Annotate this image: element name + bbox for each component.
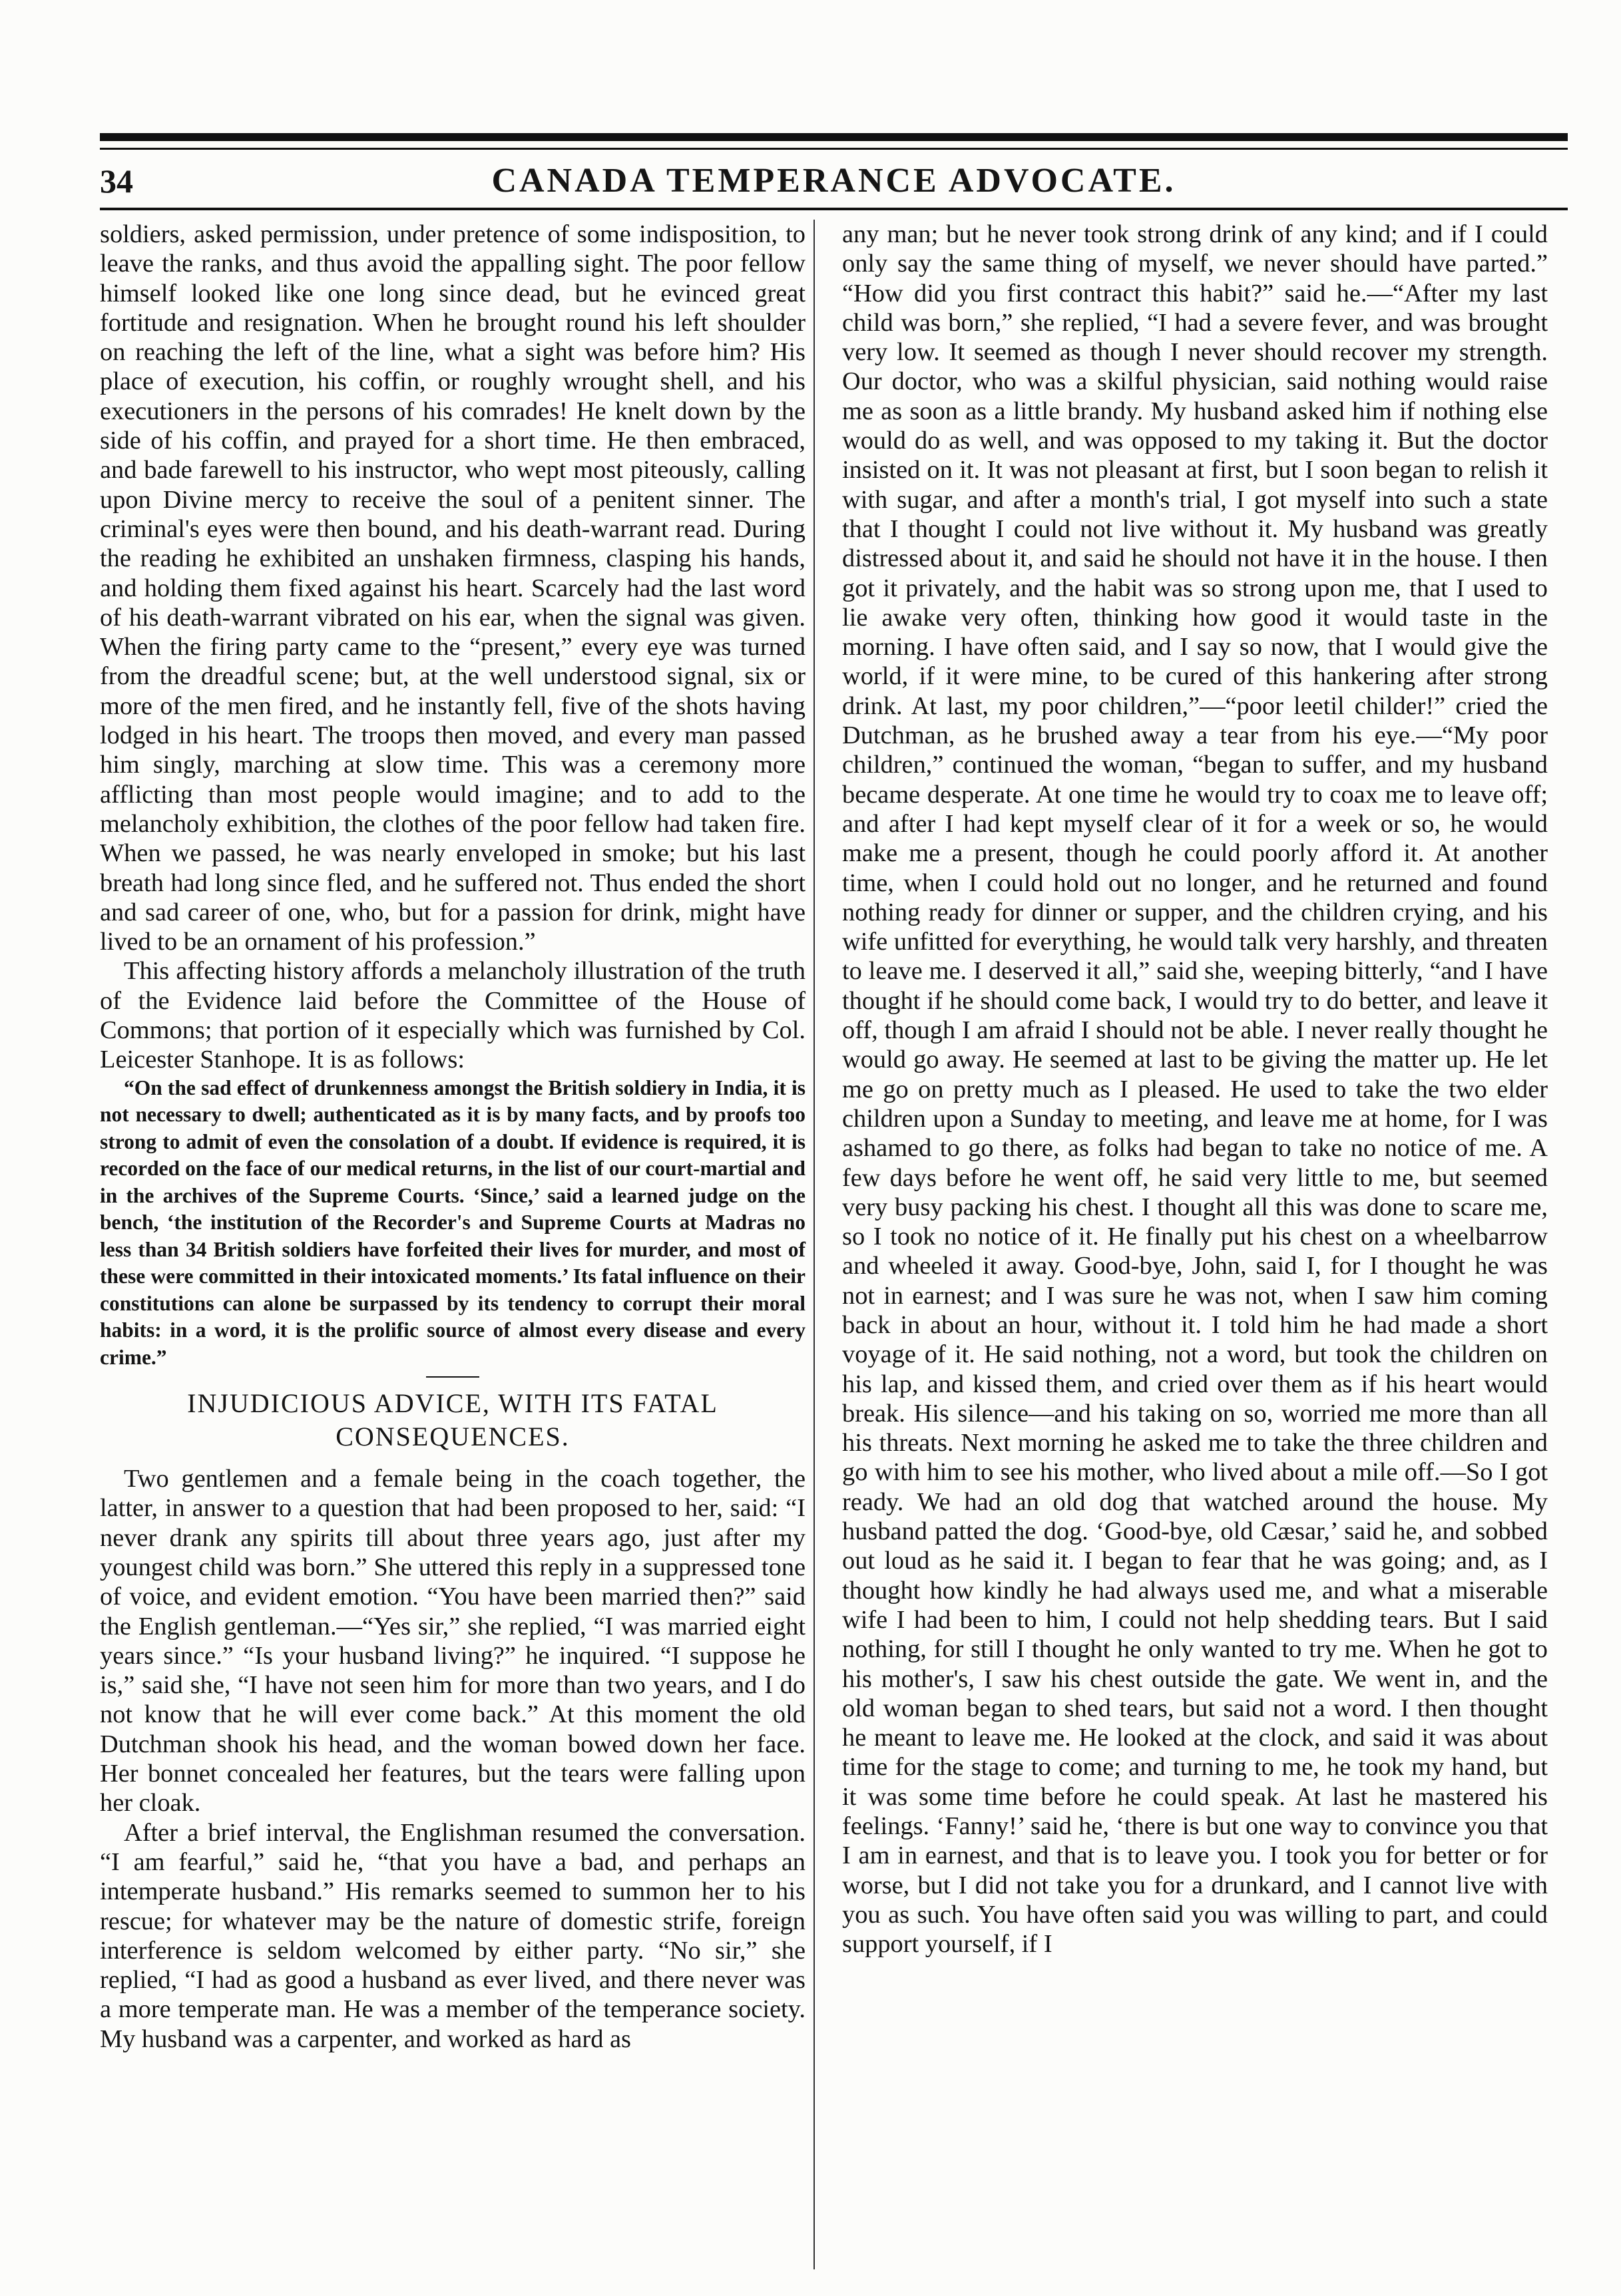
article-heading-line: INJUDICIOUS ADVICE, WITH ITS FATAL (187, 1388, 718, 1419)
running-title: CANADA TEMPERANCE ADVOCATE. (491, 162, 1176, 200)
page-header (100, 160, 1568, 206)
header-top-rule-thin (100, 148, 1568, 150)
article-paragraph: This affecting history affords a melancholy illustration of the truth of the Evidence laid before the Committee of the House of Commons; that portion of it especially which was furnished by Col. Leicester Stanhope. It is as follows: (100, 957, 806, 1074)
left-column (100, 220, 806, 2054)
article-paragraph: any man; but he never took strong drink of any kind; and if I could only say the same thing of myself, we never should have parted.” “How did you first contract this habit?” said he.—“After my last child was born,” she replied, “I had a severe fever, and was brought very low. It seemed as though I never should recover my strength. Our doctor, who was a skilful physician, said nothing would raise me as soon as a little brandy. My husband asked him if nothing else would do as well, and was opposed to my taking it. But the doctor insisted on it. It was not pleasant at first, but I soon began to relish it with sugar, and after a month's trial, I got myself into such a state that I thought I could not live without it. My husband was greatly distressed about it, and said he should not have it in the house. I then got it privately, and the habit was so strong upon me, that I used to lie awake very often, thinking how good it would taste in the morning. I have often said, and I say so now, that I would give the world, if it were mine, to be cured of this hankering after strong drink. At last, my poor children,”—“poor leetil childer!” cried the Dutchman, as he brushed away a tear from his eye.—“My poor children,” continued the woman, “began to suffer, and my husband became desperate. At one time he would try to coax me to leave off; and after I had kept myself clear of it for a week or so, he would make me a present, though he could poorly afford it. At another time, when I could hold out no longer, and he returned and found nothing ready for dinner or supper, and the children crying, and his wife unfitted for everything, he would talk very harshly, and threaten to leave me. I deserved it all,” said she, weeping bitterly, “and I have thought if he should come back, I would try to do better, and leave it off, though I am afraid I should not be able. I never really thought he would go away. He seemed at last to be giving the matter up. He let me go on pretty much as I pleased. He used to take the two elder children upon a Sunday to meeting, and leave me at home, for I was ashamed to go there, as folks had began to take no notice of me. A few days before he went off, he said very little to me, but seemed very busy packing his chest. I thought all this was done to scare me, so I took no notice of it. He finally put his chest on a wheelbarrow and wheeled it away. Good-bye, John, said I, for I thought he was not in earnest; and I was sure he was not, when I saw him coming back in about an hour, without it. I told him he had made a short voyage of it. He said nothing, not a word, but took the children on his lap, and kissed them, and cried over them as if his heart would break. His silence—and his taking on so, worried me more than all his threats. Next morning he asked me to take the three children and go with him to see his mother, who lived about a mile off.—So I got ready. We had an old dog that watched around the house. My husband patted the dog. ‘Good-bye, old Cæsar,’ said he, and sobbed out loud as he said it. I began to fear that he was going; and, as I thought how kindly he had always used me, and what a miserable wife I had been to him, I could not help shedding tears. But I said nothing, for still I thought he only wanted to try me. When he got to his mother's, I saw his chest outside the gate. We went in, and the old woman began to shed tears, but said not a word. I then thought he meant to leave me. He looked at the clock, and said it was about time for the stage to come; and turning to me, he took my hand, but it was some time before he could speak. At last he mastered his feelings. ‘Fanny!’ said he, ‘there is but one way to convince you that I am in earnest, and that is to leave you. I took you for better or for worse, but I did not take you for a drunkard, and I cannot live with you as such. You have often said you was willing to part, and could support yourself, if I (842, 220, 1548, 1959)
header-top-rule (100, 133, 1568, 141)
header-bottom-rule (100, 208, 1568, 210)
article-paragraph: soldiers, asked permission, under pretence of some indisposition, to leave the ranks, and thus avoid the appalling sight. The poor fellow himself looked like one long since dead, but he evinced great fortitude and resignation. When he brought round his left shoulder on reaching the left of the line, what a sight was before him? His place of execution, his coffin, or roughly wrought shell, and his executioners in the persons of his comrades! He knelt down by the side of his coffin, and prayed for a short time. He then embraced, and bade farewell to his instructor, who wept most piteously, calling upon Divine mercy to receive the soul of a penitent sinner. The criminal's eyes were then bound, and his death-warrant read. During the reading he exhibited an unshaken firmness, clasping his hands, and holding them fixed against his heart. Scarcely had the last word of his death-warrant vibrated on his ear, when the signal was given. When the firing party came to the “present,” every eye was turned from the dreadful scene; but, at the well understood signal, six or more of the men fired, and he instantly fell, five of the shots having lodged in his heart. The troops then moved, and every man passed him singly, marching at slow time. This was a ceremony more afflicting than most people would imagine; and to add to the melancholy exhibition, the clothes of the poor fellow had taken fire. When we passed, he was nearly enveloped in smoke; but his last breath had long since fled, and he suffered not. Thus ended the short and sad career of one, who, but for a passion for drink, might have lived to be an ornament of his profession.” (100, 220, 806, 956)
article-heading (100, 1387, 806, 1453)
article-paragraph: After a brief interval, the Englishman resumed the conversation. “I am fearful,” said he, “that you have a bad, and perhaps an intemperate husband.” His remarks seemed to summon her to his rescue; for whatever may be the nature of domestic strife, foreign interference is seldom welcomed by either party. “No sir,” she replied, “I had as good a husband as ever lived, and there never was a more temperate man. He was a member of the temperance society. My husband was a carpenter, and worked as hard as (100, 1818, 806, 2053)
section-divider (426, 1376, 479, 1378)
quoted-evidence: “On the sad effect of drunkenness amongst the British soldiery in India, it is not necessary to dwell; authenticated as it is by many facts, and by proofs too strong to admit of even the consolation of a doubt. If evidence is required, it is recorded on the face of our medical returns, in the list of our court-martial and in the archives of the Supreme Courts. ‘Since,’ said a learned judge on the bench, ‘the institution of the Recorder's and Supreme Courts at Madras no less than 34 British soldiers have forfeited their lives for murder, and most of these were committed in their intoxicated moments.’ Its fatal influence on their constitutions can alone be surpassed by its tendency to corrupt their moral habits: in a word, it is the prolific source of almost every disease and every crime.” (100, 1075, 806, 1369)
page-number: 34 (100, 162, 133, 200)
article-paragraph: Two gentlemen and a female being in the coach together, the latter, in answer to a question that had been proposed to her, said: “I never drank any spirits till about three years ago, just after my youngest child was born.” She uttered this reply in a suppressed tone of voice, and evident emotion. “You have been married then?” said the English gentleman.—“Yes sir,” she replied, “I was married eight years since.” “Is your husband living?” he inquired. “I suppose he is,” said she, “I have not seen him for more than two years, and I do not know that he will ever come back.” At this moment the old Dutchman shook his head, and the woman bowed down her face. Her bonnet concealed her features, but the tears were falling upon her cloak. (100, 1465, 806, 1818)
article-heading-line: CONSEQUENCES. (336, 1422, 570, 1452)
column-divider (813, 220, 815, 2269)
right-column (842, 220, 1548, 1959)
